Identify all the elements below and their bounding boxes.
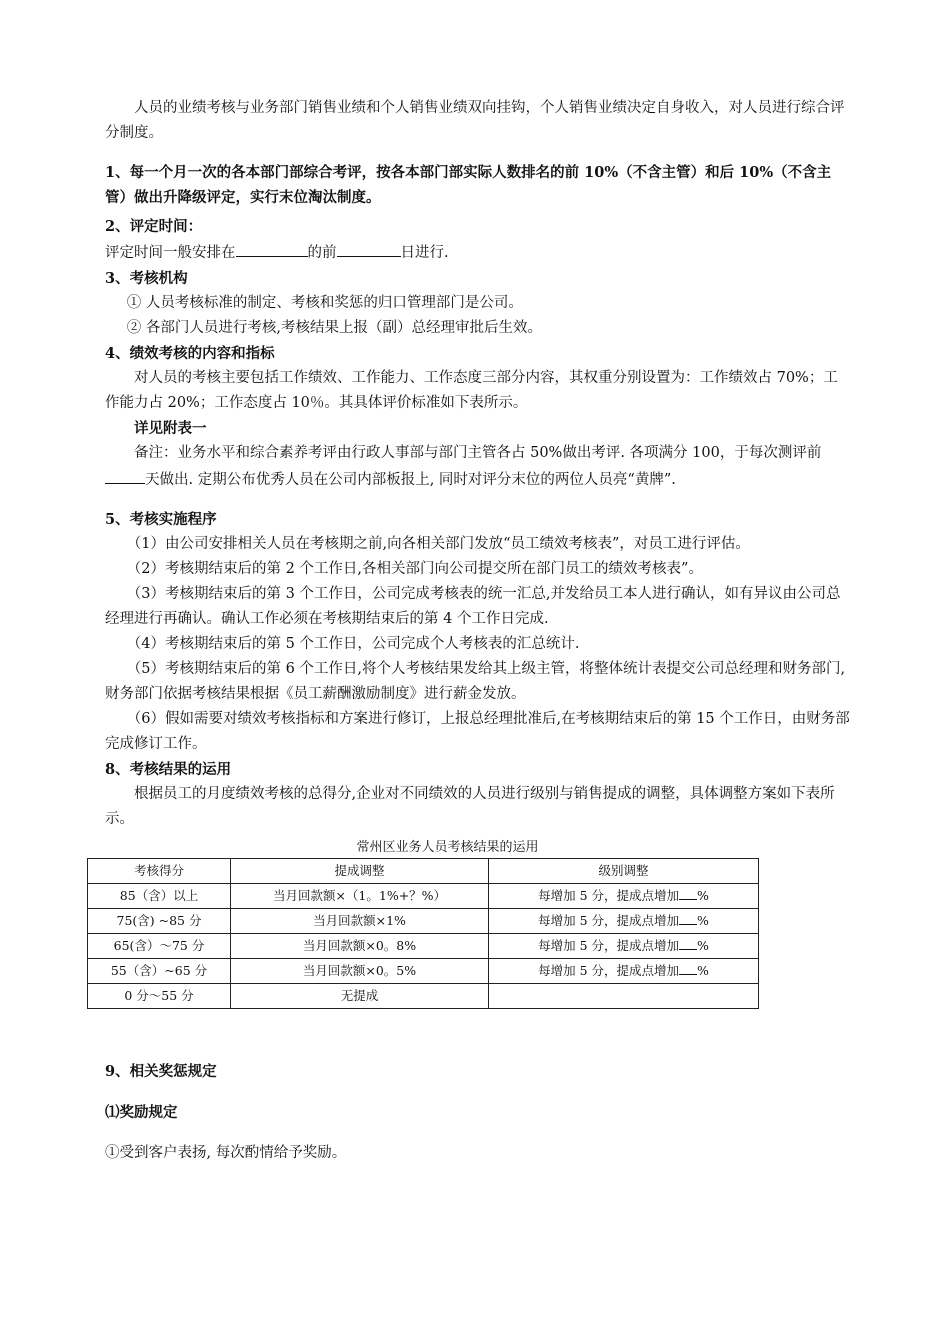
- blank-field: [679, 936, 697, 950]
- blank-field: [337, 239, 401, 257]
- section-8-heading: 8、考核结果的运用: [105, 761, 232, 778]
- section-5-item: （4）考核期结束后的第 5 个工作日，公司完成个人考核表的汇总统计.: [126, 636, 580, 652]
- section-4-note: 备注：业务水平和综合素养考评由行政人事部与部门主管各占 50%做出考评. 各项满分 100，于每次测评前天做出. 定期公布优秀人员在公司内部板报上, 同时对评分末位的两位人员亮“黄牌”.: [105, 441, 850, 493]
- table-cell: 每增加 5 分，提成点增加 %: [489, 934, 759, 959]
- table-cell: 当月回款额×1%: [231, 909, 489, 934]
- blank-field: [105, 466, 145, 484]
- section-5-item: （6）假如需要对绩效考核指标和方案进行修订，上报总经理批准后,在考核期结束后的第 15 个工作日，由财务部完成修订工作。: [105, 711, 850, 752]
- section-3-item: ② 各部门人员进行考核,考核结果上报（副）总经理审批后生效。: [126, 320, 542, 336]
- section-2-text: 评定时间一般安排在 的前 日进行.: [105, 239, 850, 266]
- document-page: [105, 96, 850, 1166]
- table-cell: 0 分～55 分: [88, 984, 231, 1009]
- reward-rules-heading: ⑴奖励规定: [105, 1104, 178, 1121]
- table-row: [88, 884, 759, 909]
- section-5-item: （2）考核期结束后的第 2 个工作日,各相关部门向公司提交所在部门员工的绩效考核表”。: [126, 561, 703, 577]
- table-header: 考核得分: [88, 859, 231, 884]
- results-table: [87, 858, 759, 1009]
- table-cell: 当月回款额×0。8%: [231, 934, 489, 959]
- blank-field: [679, 911, 697, 925]
- table-cell: 当月回款额×0。5%: [231, 959, 489, 984]
- table-row: [88, 909, 759, 934]
- table-row: [88, 934, 759, 959]
- section-5-item: （1）由公司安排相关人员在考核期之前,向各相关部门发放“员工绩效考核表”，对员工进行评估。: [126, 536, 750, 552]
- section-1: 1、每一个月一次的各本部门部综合考评，按各本部门部实际人数排名的前 10%（不含主管）和后 10%（不含主管）做出升降级评定，实行末位淘汰制度。: [105, 164, 832, 206]
- table-caption: 常州区业务人员考核结果的运用: [356, 840, 539, 855]
- blank-field: [679, 886, 697, 900]
- table-cell: 75(含) ~85 分: [88, 909, 231, 934]
- table-cell: 每增加 5 分，提成点增加 %: [489, 884, 759, 909]
- section-4-paragraph: 对人员的考核主要包括工作绩效、工作能力、工作态度三部分内容，其权重分别设置为：工作绩效占 70%；工作能力占 20%；工作态度占 10％。其具体评价标准如下表所示。: [105, 370, 838, 411]
- section-3-heading: 3、考核机构: [105, 270, 188, 287]
- table-row: [88, 984, 759, 1009]
- table-header: 级别调整: [489, 859, 759, 884]
- table-cell: 65(含）～75 分: [88, 934, 231, 959]
- table-cell: [489, 984, 759, 1009]
- table-header: 提成调整: [231, 859, 489, 884]
- intro-paragraph: 人员的业绩考核与业务部门销售业绩和个人销售业绩双向挂钩，个人销售业绩决定自身收入，对人员进行综合评分制度。: [105, 100, 845, 141]
- table-cell: 85（含）以上: [88, 884, 231, 909]
- table-header-row: [88, 859, 759, 884]
- section-8-paragraph: 根据员工的月度绩效考核的总得分,企业对不同绩效的人员进行级别与销售提成的调整，具体调整方案如下表所示。: [105, 786, 835, 827]
- blank-field: [679, 961, 697, 975]
- see-appendix: 详见附表一: [134, 420, 207, 437]
- table-cell: 无提成: [231, 984, 489, 1009]
- section-5-item: （5）考核期结束后的第 6 个工作日,将个人考核结果发给其上级主管，将整体统计表提交公司总经理和财务部门,财务部门依据考核结果根据《员工薪酬激励制度》进行薪金发放。: [105, 661, 846, 702]
- section-4-heading: 4、绩效考核的内容和指标: [105, 345, 275, 362]
- table-cell: 每增加 5 分，提成点增加 %: [489, 959, 759, 984]
- section-3-item: ① 人员考核标准的制定、考核和奖惩的归口管理部门是公司。: [126, 295, 523, 311]
- section-2-heading: 2、评定时间：: [105, 218, 203, 235]
- blank-field: [236, 239, 308, 257]
- reward-rule-item: ①受到客户表扬, 每次酌情给予奖励。: [105, 1145, 347, 1161]
- section-5-heading: 5、考核实施程序: [105, 511, 217, 528]
- table-cell: 55（含）~65 分: [88, 959, 231, 984]
- table-cell: 每增加 5 分，提成点增加 %: [489, 909, 759, 934]
- table-row: [88, 959, 759, 984]
- section-5-item: （3）考核期结束后的第 3 个工作日，公司完成考核表的统一汇总,并发给员工本人进行确认，如有异议由公司总经理进行再确认。确认工作必须在考核期结束后的第 4 个工作日完成.: [105, 586, 841, 627]
- table-cell: 当月回款额×（1。1%+？%）: [231, 884, 489, 909]
- section-9-heading: 9、相关奖惩规定: [105, 1063, 217, 1080]
